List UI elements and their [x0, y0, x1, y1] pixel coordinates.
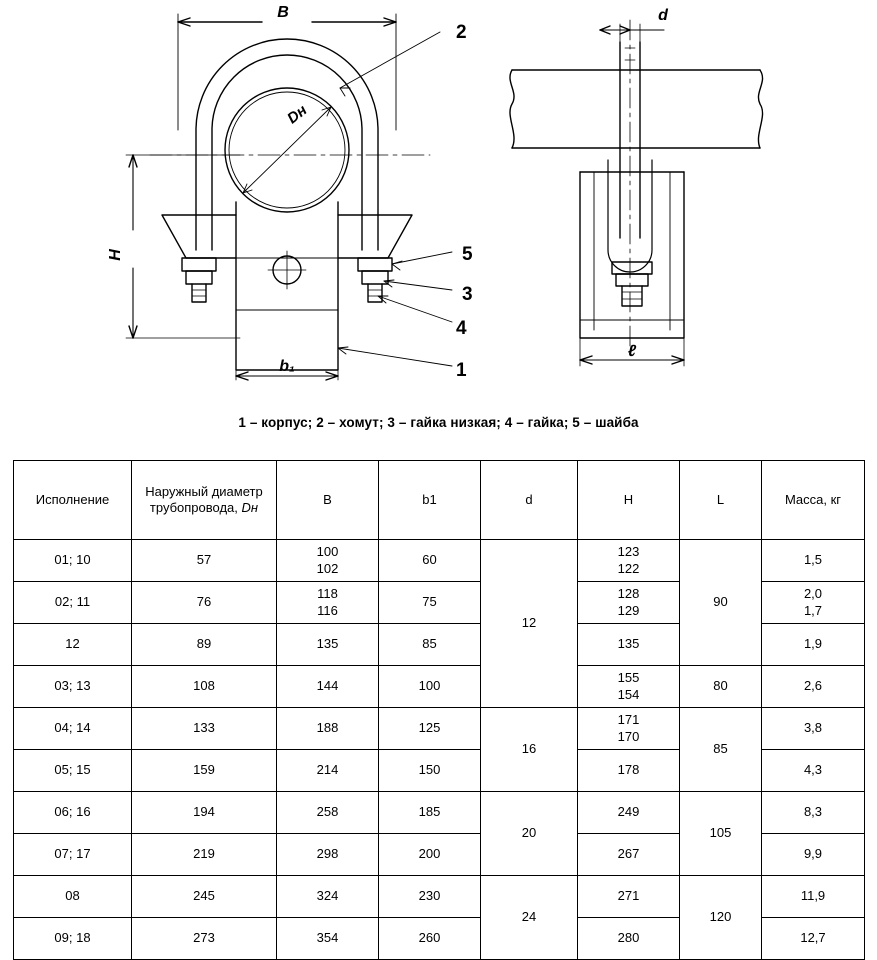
cell-mass [762, 876, 865, 918]
cell-d: 24 [481, 876, 578, 960]
cell-H [578, 876, 680, 918]
spec-table-wrapper [13, 460, 864, 960]
cell-mass [762, 582, 865, 624]
cell-H-line: 170 [617, 728, 640, 744]
header-diameter-line2: трубопровода, [149, 500, 238, 515]
callout-2: 2 [456, 22, 467, 43]
cell-H-line: 154 [617, 686, 640, 702]
cell-ispolnenie: 02; 11 [14, 582, 132, 624]
cell-H [578, 750, 680, 792]
cell-ispolnenie: 09; 18 [14, 918, 132, 960]
cell-diameter: 159 [132, 750, 277, 792]
cell-H-line: 129 [617, 602, 640, 618]
callout-1: 1 [456, 360, 467, 381]
cell-b1: 150 [379, 750, 481, 792]
cell-mass [762, 624, 865, 666]
cell-b1: 230 [379, 876, 481, 918]
cell-B-line: 116 [317, 602, 338, 618]
cell-H-line: 271 [617, 888, 640, 904]
cell-mass-line: 2,0 [803, 586, 823, 602]
cell-mass [762, 918, 865, 960]
cell-B-line: 100 [316, 544, 339, 560]
header-mass-line1: Масса, [784, 491, 827, 507]
cell-H-line: 249 [617, 804, 640, 820]
cell-diameter: 273 [132, 918, 277, 960]
table-row [14, 666, 865, 708]
dim-label-L: ℓ [627, 343, 637, 360]
cell-H-line: 135 [617, 636, 640, 652]
cell-ispolnenie: 05; 15 [14, 750, 132, 792]
cell-mass-line: 11,9 [800, 888, 826, 904]
callout-5: 5 [462, 244, 473, 265]
dim-label-d: d [658, 7, 668, 24]
cell-B-line: 258 [316, 804, 339, 820]
cell-H-line: 128 [617, 586, 640, 602]
header-ispolnenie: Исполнение [14, 461, 132, 540]
cell-B [277, 624, 379, 666]
dim-label-B: В [277, 4, 289, 21]
cell-H [578, 792, 680, 834]
cell-ispolnenie: 07; 17 [14, 834, 132, 876]
header-diameter-line1: Наружный диаметр [145, 483, 263, 499]
cell-ispolnenie: 04; 14 [14, 708, 132, 750]
header-mass [762, 461, 865, 540]
callout-3: 3 [462, 284, 473, 305]
cell-B [277, 540, 379, 582]
cell-b1: 185 [379, 792, 481, 834]
cell-L: 120 [680, 876, 762, 960]
cell-diameter: 108 [132, 666, 277, 708]
cell-d: 16 [481, 708, 578, 792]
header-diameter [132, 461, 277, 540]
table-row [14, 708, 865, 750]
table-header-row [14, 461, 865, 540]
cell-H [578, 666, 680, 708]
cell-mass-line: 3,8 [803, 720, 823, 736]
cell-b1: 100 [379, 666, 481, 708]
cell-mass-line: 9,9 [803, 846, 823, 862]
callout-4: 4 [456, 318, 467, 339]
cell-H-line: 155 [617, 670, 640, 686]
cell-H-line: 280 [617, 930, 640, 946]
header-d: d [481, 461, 578, 540]
cell-mass [762, 540, 865, 582]
cell-diameter: 194 [132, 792, 277, 834]
header-b1: b1 [379, 461, 481, 540]
cell-H [578, 708, 680, 750]
cell-d: 12 [481, 540, 578, 708]
cell-ispolnenie: 01; 10 [14, 540, 132, 582]
cell-mass [762, 750, 865, 792]
cell-B-line: 188 [316, 720, 339, 736]
cell-B [277, 792, 379, 834]
cell-mass-line: 1,7 [803, 602, 823, 618]
cell-B-line: 354 [316, 930, 339, 946]
cell-B [277, 708, 379, 750]
dim-label-H: H [107, 249, 124, 261]
header-diameter-line3: Dн [241, 500, 259, 515]
cell-diameter: 219 [132, 834, 277, 876]
cell-H-line: 123 [617, 544, 640, 560]
cell-b1: 260 [379, 918, 481, 960]
cell-H-line: 171 [617, 712, 640, 728]
cell-H-line: 122 [617, 560, 640, 576]
cell-diameter: 133 [132, 708, 277, 750]
cell-mass-line: 12,7 [800, 930, 826, 946]
cell-B [277, 876, 379, 918]
technical-drawing [0, 0, 877, 400]
cell-ispolnenie: 03; 13 [14, 666, 132, 708]
cell-L: 85 [680, 708, 762, 792]
table-body [14, 540, 865, 960]
cell-mass [762, 666, 865, 708]
cell-B-line: 118 [317, 586, 338, 602]
cell-mass [762, 834, 865, 876]
cell-mass [762, 708, 865, 750]
cell-diameter: 57 [132, 540, 277, 582]
cell-b1: 75 [379, 582, 481, 624]
cell-B-line: 298 [316, 846, 339, 862]
cell-mass-line: 8,3 [803, 804, 823, 820]
header-mass-line2: кг [830, 491, 842, 507]
cell-b1: 125 [379, 708, 481, 750]
cell-B [277, 918, 379, 960]
cell-H [578, 918, 680, 960]
cell-mass-line: 1,5 [803, 552, 823, 568]
cell-B-line: 324 [316, 888, 339, 904]
cell-B [277, 750, 379, 792]
cell-H [578, 582, 680, 624]
table-row [14, 792, 865, 834]
cell-ispolnenie: 12 [14, 624, 132, 666]
cell-H [578, 540, 680, 582]
cell-H-line: 267 [617, 846, 640, 862]
legend-caption: 1 – корпус; 2 – хомут; 3 – гайка низкая; 4 – гайка; 5 – шайба [238, 415, 639, 430]
cell-B [277, 582, 379, 624]
cell-B-line: 214 [316, 762, 339, 778]
cell-diameter: 245 [132, 876, 277, 918]
cell-b1: 200 [379, 834, 481, 876]
spec-table [13, 460, 865, 960]
cell-H-line: 178 [617, 762, 640, 778]
cell-B [277, 666, 379, 708]
cell-b1: 60 [379, 540, 481, 582]
cell-mass [762, 792, 865, 834]
dim-label-Dn: Dн [284, 101, 311, 128]
table-row [14, 540, 865, 582]
cell-H [578, 834, 680, 876]
cell-B-line: 102 [316, 560, 339, 576]
cell-mass-line: 1,9 [803, 636, 823, 652]
cell-B-line: 135 [316, 636, 339, 652]
cell-mass-line: 2,6 [803, 678, 823, 694]
header-H: H [578, 461, 680, 540]
drawing-svg [0, 0, 877, 400]
cell-mass-line: 4,3 [803, 762, 823, 778]
cell-H [578, 624, 680, 666]
cell-diameter: 76 [132, 582, 277, 624]
header-L: L [680, 461, 762, 540]
cell-L: 105 [680, 792, 762, 876]
cell-B-line: 144 [316, 678, 339, 694]
cell-L: 90 [680, 540, 762, 666]
cell-ispolnenie: 08 [14, 876, 132, 918]
cell-d: 20 [481, 792, 578, 876]
cell-L: 80 [680, 666, 762, 708]
dim-label-b1: b₁ [279, 358, 295, 375]
cell-ispolnenie: 06; 16 [14, 792, 132, 834]
header-B: В [277, 461, 379, 540]
cell-B [277, 834, 379, 876]
table-row [14, 876, 865, 918]
cell-b1: 85 [379, 624, 481, 666]
cell-diameter: 89 [132, 624, 277, 666]
